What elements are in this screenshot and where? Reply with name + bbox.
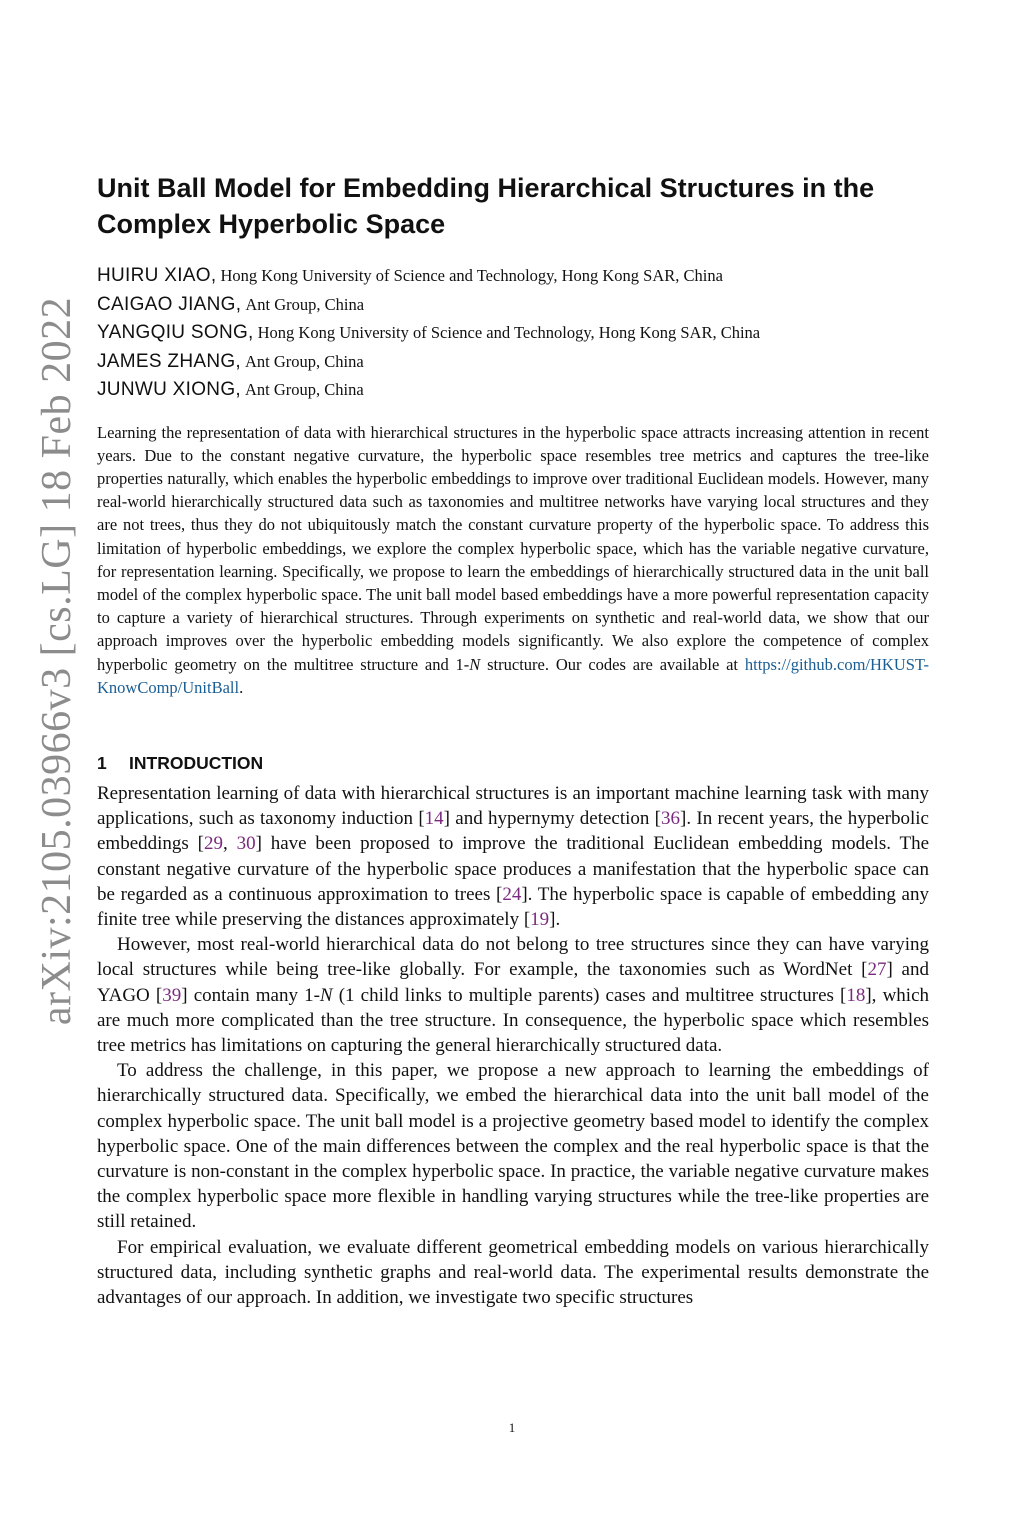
paragraph-text: ]. In recent years, the hyperbolic embeddings [	[97, 808, 929, 855]
author-name: YANGQIU SONG,	[97, 322, 254, 343]
abstract-text: .	[239, 677, 244, 697]
section-heading-introduction	[97, 751, 929, 775]
paragraph	[97, 781, 929, 932]
citation-link[interactable]: 30	[236, 833, 256, 855]
paragraph-text: ] and hypernymy detection [	[443, 808, 662, 830]
paper-page	[97, 170, 929, 1310]
author-name: CAIGAO JIANG,	[97, 293, 242, 315]
paragraph-text: ] contain many 1-	[181, 984, 320, 1006]
section-number: 1	[97, 752, 107, 773]
math-symbol-n: N	[469, 654, 481, 674]
paragraph-text: ] have been proposed to improve the traditional Euclidean embedding models. The constant negative curvature of the hyperbolic space produces a manifestation that the hyperbolic space can be regarded as a continuous approximation to trees [	[97, 833, 929, 905]
citation-link[interactable]: 29	[203, 833, 223, 855]
author-name: JAMES ZHANG,	[97, 350, 242, 372]
paragraph: To address the challenge, in this paper, we propose a new approach to learning the embeddings of hierarchically structured data. Specifically, we embed the hierarchical data into the unit ball model of the complex hyperbolic space. The unit ball model is a projective geometry based model to identify the complex hyperbolic space. One of the main differences between the complex and the real hyperbolic space is that the curvature is non-constant in the complex hyperbolic space. In practice, the variable negative curvature makes the complex hyperbolic space more flexible in handling varying structures while the tree-like properties are still retained.	[97, 1060, 929, 1233]
citation-link[interactable]: 24	[502, 883, 522, 905]
author-entry	[97, 319, 929, 348]
citation-link[interactable]: 27	[867, 959, 887, 981]
paragraph-text: ] and YAGO [	[97, 959, 929, 1006]
paragraph-text: Representation learning of data with hierarchical structures is an important machine learning task with many applications, such as taxonomy induction [	[97, 782, 929, 830]
author-affiliation: Hong Kong University of Science and Technology, Hong Kong SAR, China	[220, 266, 723, 285]
author-entry	[97, 291, 929, 320]
author-entry	[97, 262, 929, 291]
author-entry	[97, 376, 929, 405]
math-symbol-n: N	[319, 984, 333, 1006]
abstract-text: structure. Our codes are available at	[480, 654, 745, 674]
citation-link[interactable]: 36	[661, 808, 681, 830]
code-repository-link[interactable]: https://github.com/HKUST-KnowComp/UnitBall	[97, 654, 929, 697]
author-affiliation: Ant Group, China	[245, 380, 364, 399]
author-entry	[97, 348, 929, 377]
paragraph-text: ,	[222, 833, 237, 855]
introduction-body	[97, 781, 929, 1310]
author-name: HUIRU XIAO,	[97, 265, 217, 286]
paragraph-text: ], which are much more complicated than the tree structure. In consequence, the hyperbolic space which resembles tree metrics has limitations on capturing the general hierarchically structured data.	[97, 984, 929, 1056]
paragraph-text: ].	[549, 908, 561, 930]
author-affiliation: Hong Kong University of Science and Technology, Hong Kong SAR, China	[257, 323, 761, 342]
citation-link[interactable]: 19	[530, 908, 550, 930]
section-title: INTRODUCTION	[129, 752, 264, 773]
page-number: 1	[508, 1420, 516, 1435]
author-affiliation: Ant Group, China	[245, 351, 364, 371]
abstract-text: Learning the representation of data with hierarchical structures in the hyperbolic space attracts increasing attention in recent years. Due to the constant negative curvature, the hyperbolic space resembles tree metrics and captures the tree-like properties naturally, which enables the hyperbolic embeddings to improve over traditional Euclidean models. However, many real-world hierarchically structured data such as taxonomies and multitree networks have varying local structures and they are not trees, thus they do not ubiquitously match the constant curvature property of the hyperbolic space. To address this limitation of hyperbolic embeddings, we explore the complex hyperbolic space, which has the variable negative curvature, for representation learning. Specifically, we propose to learn the embeddings of hierarchically structured data in the unit ball model of the complex hyperbolic space. The unit ball model based embeddings have a more powerful representation capacity to capture a variety of hierarchical structures. Through experiments on synthetic and real-world data, we show that our approach improves over the hyperbolic embedding models significantly. We also explore the competence of complex hyperbolic geometry on the multitree structure and 1-	[97, 422, 929, 674]
paragraph-text: However, most real-world hierarchical data do not belong to tree structures since they can have varying local structures while being tree-like globally. For example, the taxonomies such as WordNet [	[97, 934, 929, 981]
paragraph: For empirical evaluation, we evaluate different geometrical embedding models on various hierarchically structured data, including synthetic graphs and real-world data. The experimental results demonstrate the advantages of our approach. In addition, we investigate two specific structures	[97, 1236, 929, 1308]
abstract	[97, 421, 929, 699]
author-name: JUNWU XIONG,	[97, 379, 241, 400]
author-affiliation: Ant Group, China	[245, 294, 365, 314]
paragraph-text: (1 child links to multiple parents) cases and multitree structures [	[332, 984, 847, 1006]
paper-title: Unit Ball Model for Embedding Hierarchical Structures in the Complex Hyperbolic Space	[97, 173, 875, 239]
paragraph-text: ]. The hyperbolic space is capable of embedding any finite tree while preserving the distances approximately [	[97, 883, 929, 930]
author-list	[97, 262, 929, 405]
arxiv-identifier-stamp: arXiv:2105.03966v3 [cs.LG] 18 Feb 2022	[34, 296, 80, 1026]
citation-link[interactable]: 14	[424, 808, 444, 830]
paragraph	[97, 932, 929, 1058]
citation-link[interactable]: 39	[162, 984, 182, 1006]
citation-link[interactable]: 18	[846, 984, 866, 1006]
